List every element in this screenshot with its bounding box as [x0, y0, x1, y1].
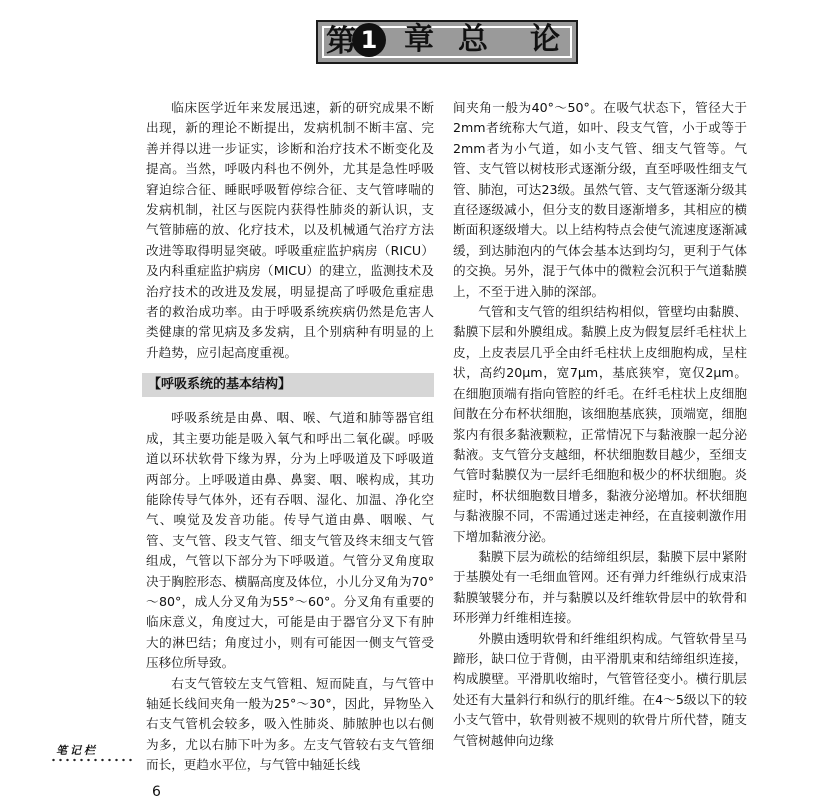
left-column [146, 98, 434, 776]
adventitia-paragraph: 外膜由透明软骨和纤维组织构成。气管软骨呈马蹄形，缺口位于背侧，由平滑肌束和结缔组织连接，构成膜壁。平滑肌收缩时，气管管径变小。横行肌层处还有大量斜行和纵行的肌纤维。在4～5级以下的较小支气管中，软骨则被不规则的软骨片所代替，随支气管树越伸向边缘 [453, 630, 747, 748]
submucosa-paragraph: 黏膜下层为疏松的结缔组织层，黏膜下层中紧附于基膜处有一毛细血管网。还有弹力纤维纵行成束沿黏膜皱襞分布，并与黏膜以及纤维软骨层中的软骨和环形弹力纤维相连接。 [453, 548, 747, 626]
page-number: 6 [152, 784, 161, 800]
notes-dotted-line [50, 758, 136, 762]
airway-continuation-paragraph: 间夹角一般为40°～50°。在吸气状态下，管径大于2mm者统称大气道，如叶、段支气管，小于或等于2mm者为小气道，如小支气管、细支气管等。气管、支气管以树枝形式逐渐分级，直至呼吸性细支气管、肺泡，可达23级。虽然气管、支气管逐渐分级其直径逐级减小，但分支的数目逐渐增多，其相应的横断面积逐级增大。以上结构特点会使气流速度逐渐减缓，到达肺泡内的气体会基本达到均匀，更利于气体的交换。另外，混于气体中的微粒会沉积于气道黏膜上，不至于进入肺的深部。 [453, 100, 747, 299]
notes-label: 笔记栏 [56, 744, 98, 757]
chapter-number-badge: 1 [352, 23, 386, 57]
structure-paragraph: 呼吸系统是由鼻、咽、喉、气道和肺等器官组成，其主要功能是吸入氧气和呼出二氧化碳。呼吸道以环状软骨下缘为界，分为上呼吸道及下呼吸道两部分。上呼吸道由鼻、鼻窦、咽、喉构成，其功能除传导气体外，还有吞咽、湿化、加温、净化空气、嗅觉及发音功能。传导气道由鼻、咽喉、气管、支气管、段支气管、细支气管及终末细支气管组成，气管以下部分为下呼吸道。气管分叉角度取决于胸腔形态、横膈高度及体位，小儿分叉角为70°～80°，成人分叉角为55°～60°。分叉角有重要的临床意义，角度过大，可能是由于器官分叉下有肿大的淋巴结；角度过小，则有可能因一侧支气管受压移位所导致。 [146, 410, 434, 671]
histology-paragraph: 气管和支气管的组织结构相似，管壁均由黏膜、黏膜下层和外膜组成。黏膜上皮为假复层纤毛柱状上皮，上皮表层几乎全由纤毛柱状上皮细胞构成，呈柱状，高约20μm，宽7μm，基底狭窄，宽仅2μm。在细胞顶端有指向管腔的纤毛。在纤毛柱状上皮细胞间散在分布杯状细胞，该细胞基底狭，顶端宽，细胞浆内有很多黏液颗粒，正常情况下与黏液腺一起分泌黏液。支气管分支越细，杯状细胞数目越少，至细支气管时黏膜仅为一层纤毛细胞和极少的杯状细胞。炎症时，杯状细胞数目增多，黏液分泌增加。杯状细胞与黏液腺不同，不需通过迷走神经，在直接刺激作用下增加黏液分泌。 [453, 304, 747, 544]
chapter-title-char-3: 论 [530, 22, 560, 57]
bronchus-paragraph: 右支气管较左支气管粗、短而陡直，与气管中轴延长线间夹角一般为25°～30°，因此，异物坠入右支气管机会较多，吸入性肺炎、肺脓肿也以右侧为多，尤以右肺下叶为多。左支气管较右支气管细而长，更趋水平位，与气管中轴延长线 [146, 675, 434, 773]
chapter-title-char-2: 总 [458, 22, 488, 57]
right-column [453, 98, 747, 751]
chapter-title-char-1: 章 [404, 22, 434, 57]
intro-paragraph: 临床医学近年来发展迅速，新的研究成果不断出现，新的理论不断提出，发病机制不断丰富、完善并得以进一步证实，诊断和治疗技术不断变化及提高。当然，呼吸内科也不例外，尤其是急性呼吸窘迫综合征、睡眠呼吸暂停综合征、支气管哮喘的发病机制，社区与医院内获得性肺炎的新认识，支气管肺癌的放、化疗技术，以及机械通气治疗方法改进等取得明显突破。呼吸重症监护病房（RICU）及内科重症监护病房（MICU）的建立，监测技术及治疗技术的改进及发展，明显提高了呼吸危重症患者的救治成功率。由于呼吸系统疾病仍然是危害人类健康的常见病及多发病，且个别病种有明显的上升趋势，应引起高度重视。 [146, 100, 434, 360]
chapter-prefix: 第 [326, 24, 356, 59]
section-heading: 【呼吸系统的基本结构】 [142, 373, 434, 397]
